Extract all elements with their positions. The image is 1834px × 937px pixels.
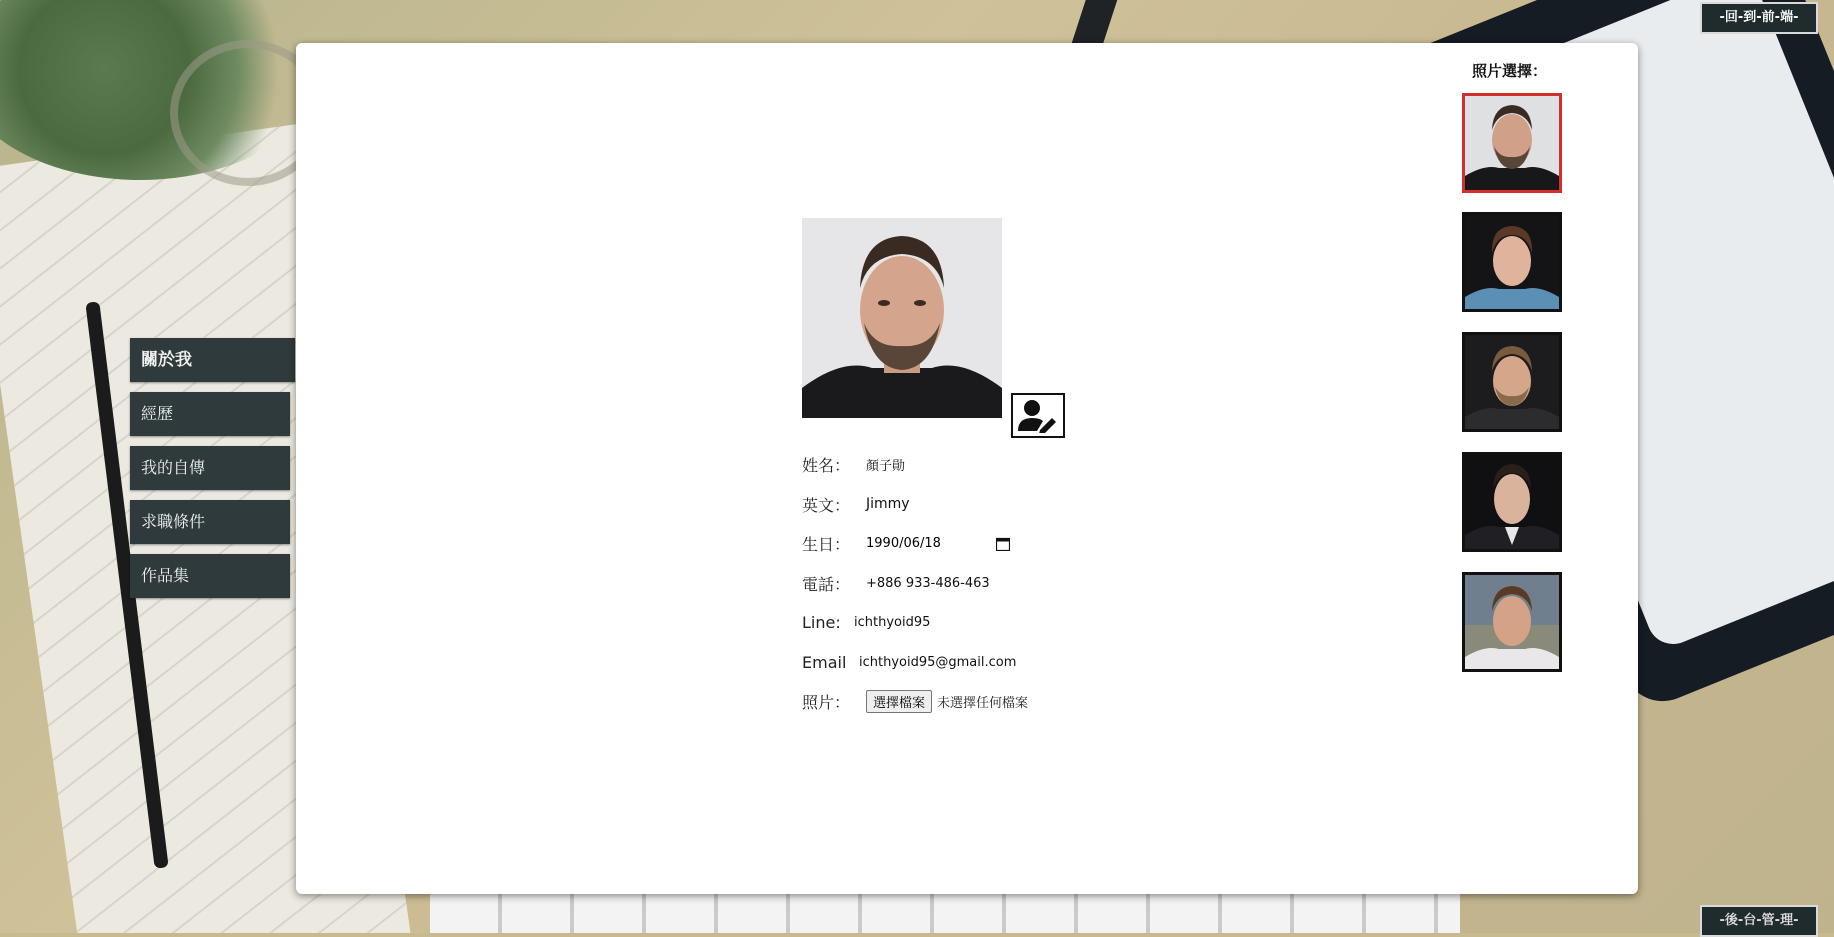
side-nav — [130, 338, 295, 608]
name-input[interactable]: 顏子勛 — [866, 459, 906, 475]
nav-item-autobiography[interactable]: 我的自傳 — [130, 446, 290, 490]
photo-option-1[interactable] — [1462, 93, 1562, 193]
user-edit-icon — [1018, 399, 1058, 433]
photo-option-3[interactable] — [1462, 332, 1562, 432]
admin-button[interactable]: -後-台-管-理- — [1700, 905, 1818, 937]
choose-file-button[interactable]: 選擇檔案 — [866, 690, 932, 713]
profile-photo — [802, 218, 1002, 418]
name-label: 姓名： — [802, 456, 851, 476]
phone-row — [802, 564, 1028, 604]
photo-label: 照片： — [802, 693, 851, 713]
email-label: Email — [802, 652, 847, 672]
line-row — [802, 603, 1028, 643]
back-to-frontend-button[interactable]: -回-到-前-端- — [1700, 2, 1818, 34]
line-label: Line: — [802, 613, 841, 633]
english-label: 英文： — [802, 495, 851, 515]
name-row — [802, 445, 1028, 485]
photo-option-4[interactable] — [1462, 452, 1562, 552]
line-input[interactable]: ichthyoid95 — [854, 615, 931, 631]
nav-item-about[interactable]: 關於我 — [130, 338, 295, 382]
phone-label: 電話： — [802, 574, 851, 594]
email-row — [802, 643, 1028, 683]
birthday-label: 生日： — [802, 535, 851, 555]
profile-form — [802, 445, 1028, 722]
english-row — [802, 485, 1028, 525]
file-status: 未選擇任何檔案 — [937, 696, 1029, 712]
english-input[interactable]: Jimmy — [866, 496, 910, 513]
birthday-row — [802, 524, 1028, 564]
nav-item-experience[interactable]: 經歷 — [130, 392, 290, 436]
birthday-value: 1990/06/18 — [866, 536, 941, 552]
nav-item-job-conditions[interactable]: 求職條件 — [130, 500, 290, 544]
photo-option-2[interactable] — [1462, 212, 1562, 312]
birthday-input[interactable] — [866, 536, 1010, 551]
photo-row — [802, 682, 1028, 722]
photo-select-title: 照片選擇： — [1472, 62, 1548, 80]
phone-input[interactable]: +886 933-486-463 — [866, 575, 990, 591]
email-input[interactable]: ichthyoid95@gmail.com — [859, 654, 1017, 670]
nav-item-portfolio[interactable]: 作品集 — [130, 554, 290, 598]
photo-option-5[interactable] — [1462, 572, 1562, 672]
edit-profile-button[interactable] — [1011, 393, 1065, 438]
calendar-icon[interactable] — [996, 537, 1010, 551]
